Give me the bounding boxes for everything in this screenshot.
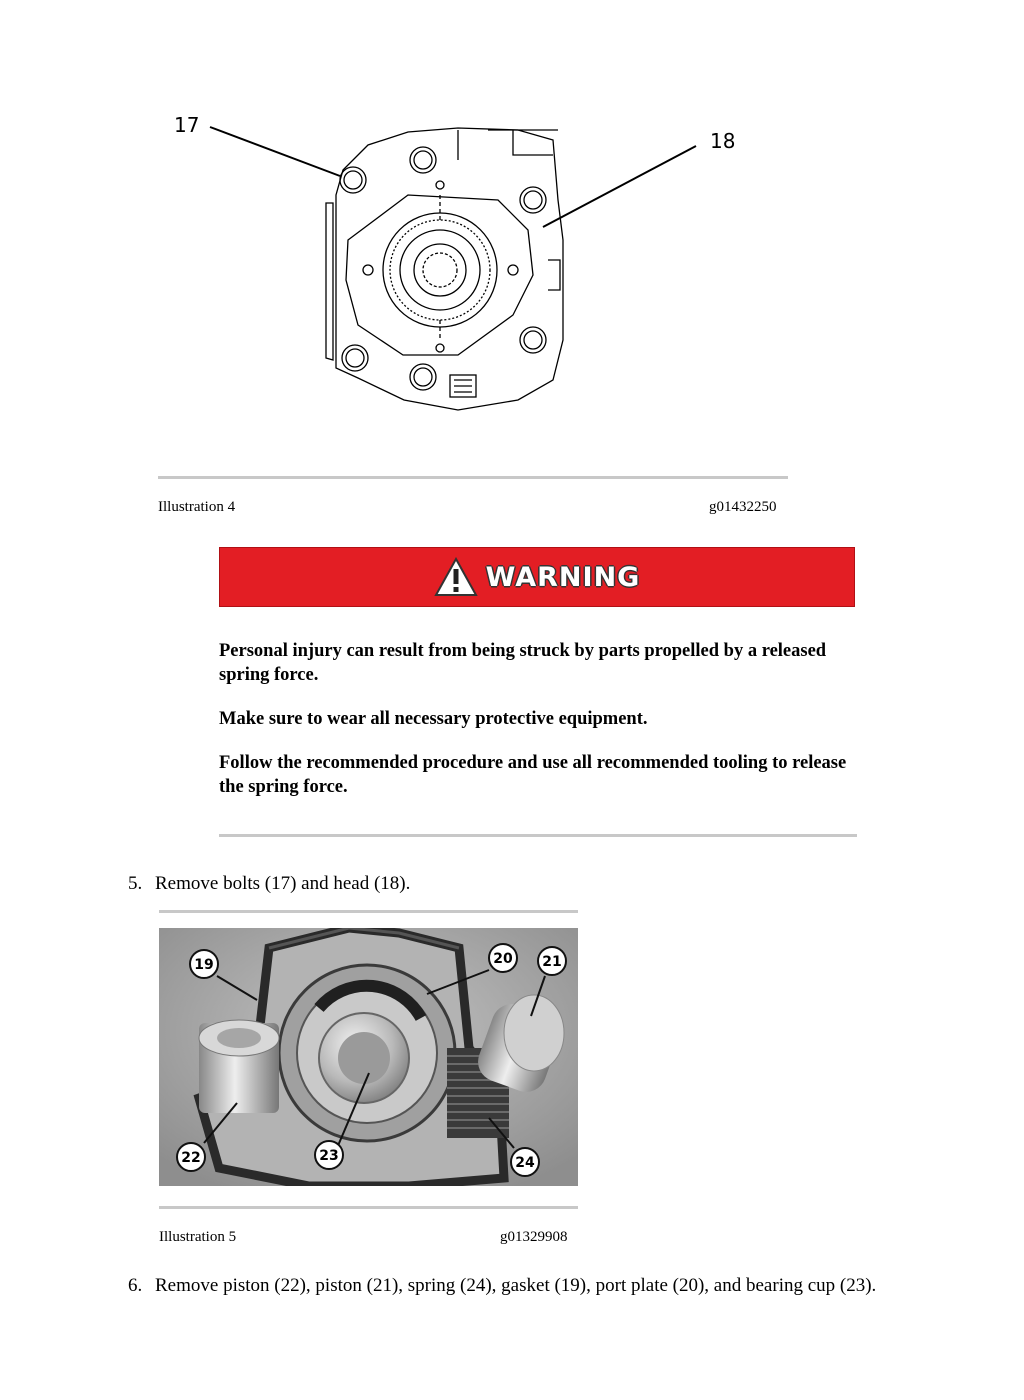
callout-22: 22: [181, 1150, 201, 1166]
divider: [158, 476, 788, 479]
step-number: 6.: [128, 1275, 143, 1296]
figure-caption: Illustration 5: [159, 1229, 237, 1245]
warning-banner: [219, 547, 855, 607]
step-number: 5.: [128, 873, 143, 894]
divider: [219, 834, 857, 837]
callout-20: 20: [493, 951, 513, 967]
callout-24: 24: [515, 1155, 535, 1171]
warning-paragraph: Personal injury can result from being struck by parts propelled by a released spring force.: [219, 641, 827, 685]
callout-17: 17: [174, 113, 200, 137]
callout-19: 19: [194, 957, 214, 973]
warning-paragraph: Make sure to wear all necessary protective equipment.: [219, 709, 648, 729]
procedure-step: [128, 872, 411, 896]
callout-21: 21: [542, 954, 562, 970]
warning-paragraph: Follow the recommended procedure and use all recommended tooling to release the spring force.: [219, 753, 847, 797]
step-text: Remove bolts (17) and head (18).: [155, 873, 411, 894]
warning-triangle-icon: [434, 557, 478, 597]
figure-caption: Illustration 4: [158, 499, 236, 515]
procedure-step: [128, 1274, 877, 1298]
divider: [159, 1206, 578, 1209]
divider: [159, 910, 578, 913]
illustration-5-photo: [159, 928, 578, 1186]
callout-18: 18: [710, 129, 736, 153]
illustration-4-drawing: [158, 100, 788, 420]
figure-code: g01432250: [709, 499, 777, 515]
warning-label: WARNING: [485, 561, 641, 593]
callout-23: 23: [319, 1148, 339, 1164]
figure-code: g01329908: [500, 1229, 568, 1245]
step-text: Remove piston (22), piston (21), spring (24), gasket (19), port plate (20), and bearing cup (23).: [155, 1275, 877, 1296]
